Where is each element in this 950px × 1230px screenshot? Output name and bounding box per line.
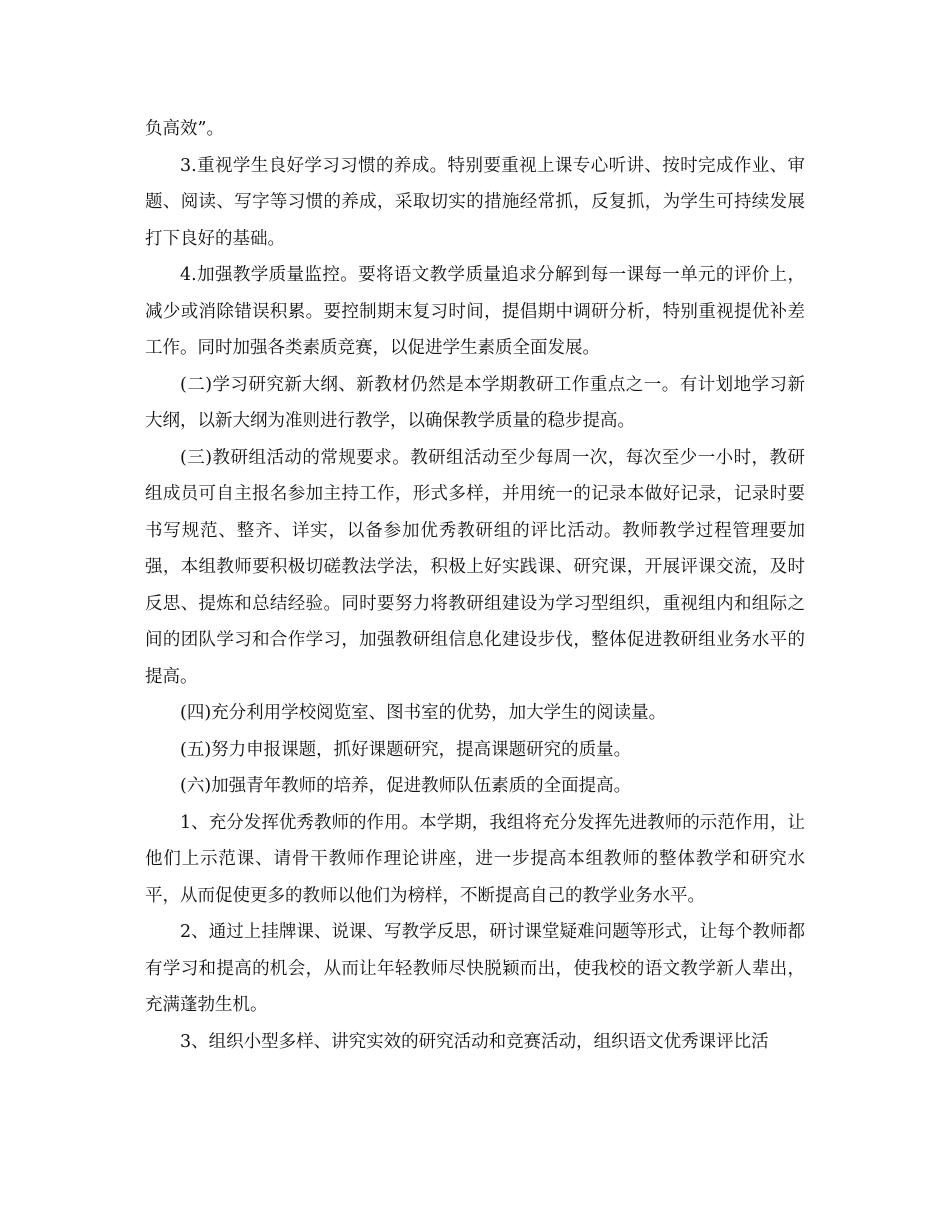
paragraph-continuation: 负高效”。 (145, 119, 224, 139)
paragraph-subitem-1: 1、充分发挥优秀教师的作用。本学期，我组将充分发挥先进教师的示范作用，让他们上示范课、请骨干教师作理论讲座，进一步提高本组教师的整体教学和研究水平，从而促使更多的教师以他们为榜样，不断提高自己的教学业务水平。 (145, 812, 805, 906)
paragraph-section-5: (五)努力申报课题，抓好课题研究，提高课题研究的质量。 (180, 739, 632, 760)
paragraph-section-4: (四)充分利用学校阅览室、图书室的优势，加大学生的阅读量。 (180, 703, 667, 723)
paragraph-item-4: 4.加强教学质量监控。要将语文教学质量追求分解到每一课每一单元的评价上，减少或消除错误积累。要控制期末复习时间，提倡期中调研分析，特别重视提优补差工作。同时加强各类素质竞赛，以促进学生素质全面发展。 (145, 265, 805, 358)
paragraph-item-3: 3.重视学生良好学习习惯的养成。特别要重视上课专心听讲、按时完成作业、审题、阅读、写字等习惯的养成，采取切实的措施经常抓，反复抓，为学生可持续发展打下良好的基础。 (145, 155, 805, 249)
paragraph-subitem-2: 2、通过上挂牌课、说课、写教学反思，研讨课堂疑难问题等形式，让每个教师都有学习和提高的机会，从而让年轻教师尽快脱颖而出，使我校的语文教学新人辈出，充满蓬勃生机。 (145, 922, 805, 1015)
paragraph-subitem-3: 3、组织小型多样、讲究实效的研究活动和竞赛活动，组织语文优秀课评比活 (180, 1031, 769, 1052)
paragraph-section-2: (二)学习研究新大纲、新教材仍然是本学期教研工作重点之一。有计划地学习新大纲，以新大纲为准则进行教学，以确保教学质量的稳步提高。 (145, 374, 805, 431)
document-body (145, 111, 805, 1060)
paragraph-section-3: (三)教研组活动的常规要求。教研组活动至少每周一次，每次至少一小时，教研组成员可自主报名参加主持工作，形式多样，并用统一的记录本做好记录，记录时要书写规范、整齐、详实，以备参加优秀教研组的评比活动。教师教学过程管理要加强，本组教师要积极切磋教法学法，积极上好实践课、研究课，开展评课交流，及时反思、提炼和总结经验。同时要努力将教研组建设为学习型组织，重视组内和组际之间的团队学习和合作学习，加强教研组信息化建设步伐，整体促进教研组业务水平的提高。 (145, 447, 805, 687)
paragraph-section-6: (六)加强青年教师的培养，促进教师队伍素质的全面提高。 (180, 776, 632, 796)
